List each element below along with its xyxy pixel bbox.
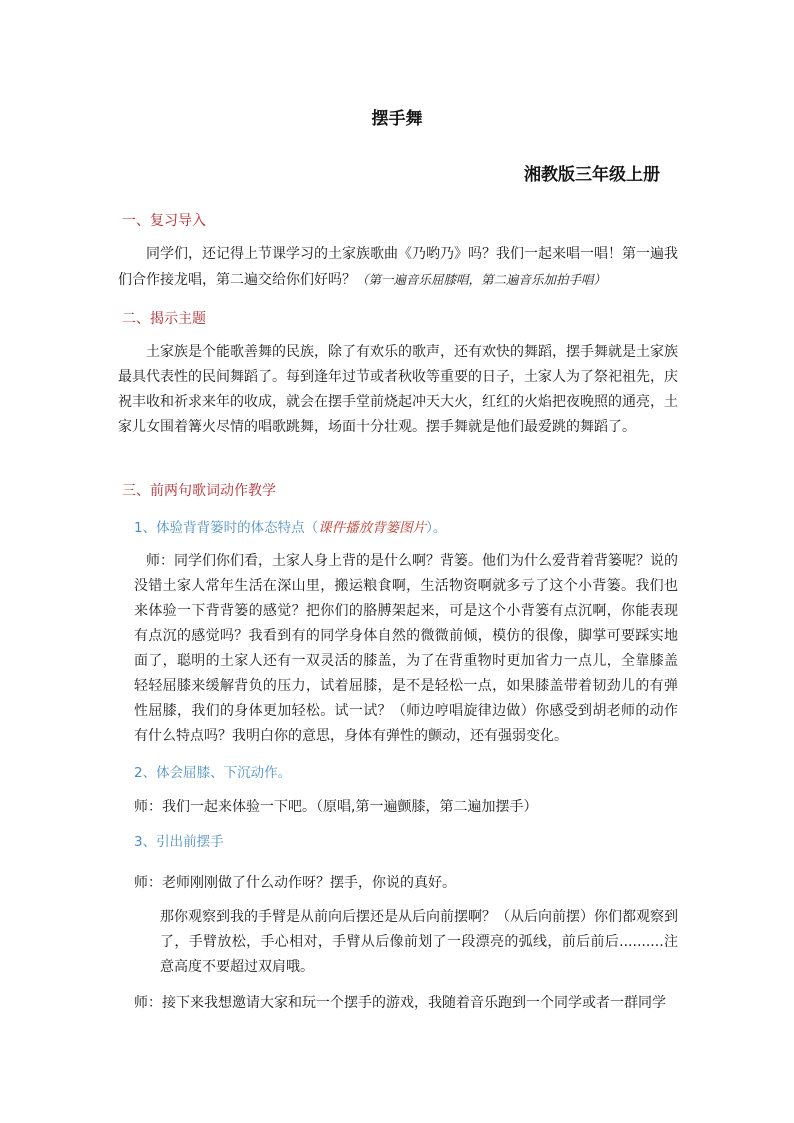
teacher-paragraph-knee: 师：我们一起来体验一下吧。（原唱,第一遍颤膝，第二遍加摆手） (134, 799, 538, 815)
teacher-paragraph-basket: 师：同学们你们看，土家人身上背的是什么啊？背篓。他们为什么爱背着背篓呢？说的没错土家人常年生活在深山里，搬运粮食啊，生活物资啊就多亏了这个小背篓。我们也来体验一下背背篓的感觉？把你们的胳膊架起来，可是这个小背篓有点沉啊，你能表现有点沉的感觉吗？我看到有的同学身体自然的微微前倾，模仿的很像，脚掌可要踩实地面了，聪明的土家人还有一双灵活的膝盖，为了在背重物时更加省力一点儿，全靠膝盖轻轻屈膝来缓解背负的压力，试着屈膝，是不是轻松一点，如果膝盖带着韧劲儿的有弹性屈膝，我们的身体更加轻松。试一试？（师边哼唱旋律边做）你感受到胡老师的动作有什么特点吗？我明白你的意思，身体有弹性的颤动，还有强弱变化。 (134, 553, 678, 744)
subheading-basket-label: 1、体验背背篓时的体态特点（ (134, 520, 319, 536)
section-review-paragraph (118, 242, 678, 293)
subheading-basket-end: ）。 (426, 520, 447, 536)
teacher-paragraph-swing: 师：老师刚刚做了什么动作呀？摆手，你说的真好。 (134, 875, 456, 891)
document-subtitle: 湘教版三年级上册 (524, 165, 660, 185)
indented-paragraph-arm: 那你观察到我的手臂是从前向后摆还是从后向前摆啊？（从后向前摆）你们都观察到了，手臂放松，手心相对，手臂从后像前划了一段漂亮的弧线，前后前后..........注意高度不要超过双肩哦。 (160, 909, 678, 975)
document-title: 摆手舞 (371, 109, 423, 129)
subheading-basket-posture (134, 516, 446, 536)
subheading-front-swing: 3、引出前摆手 (134, 834, 224, 850)
review-stage-direction: （第一遍音乐屈膝唱，第二遍音乐加拍手唱） (356, 272, 607, 287)
section-theme-paragraph: 土家族是个能歌善舞的民族，除了有欢乐的歌声，还有欢快的舞蹈，摆手舞就是土家族最具代表性的民间舞蹈了。每到逢年过节或者秋收等重要的日子，土家人为了祭祀祖先，庆祝丰收和祈求来年的收成，就会在摆手堂前烧起冲天大火，红红的火焰把夜晚照的通亮，土家儿女围着篝火尽情的唱歌跳舞，场面十分壮观。摆手舞就是他们最爱跳的舞蹈了。 (118, 344, 678, 435)
subheading-basket-italic: 课件播放背篓图片 (318, 520, 427, 536)
section-heading-teaching: 三、前两句歌词动作教学 (122, 483, 276, 499)
section-heading-review: 一、复习导入 (122, 213, 206, 229)
section-heading-theme: 二、揭示主题 (122, 311, 206, 327)
teacher-paragraph-game: 师：接下来我想邀请大家和玩一个摆手的游戏，我随着音乐跑到一个同学或者一群同学 (134, 995, 666, 1011)
subheading-knee-bend: 2、体会屈膝、下沉动作。 (134, 765, 292, 781)
review-text: 同学们，还记得上节课学习的土家族歌曲《乃哟乃》吗？我们一起来唱一唱！第一遍我们合作接龙唱，第二遍交给你们好吗？ (118, 246, 678, 288)
